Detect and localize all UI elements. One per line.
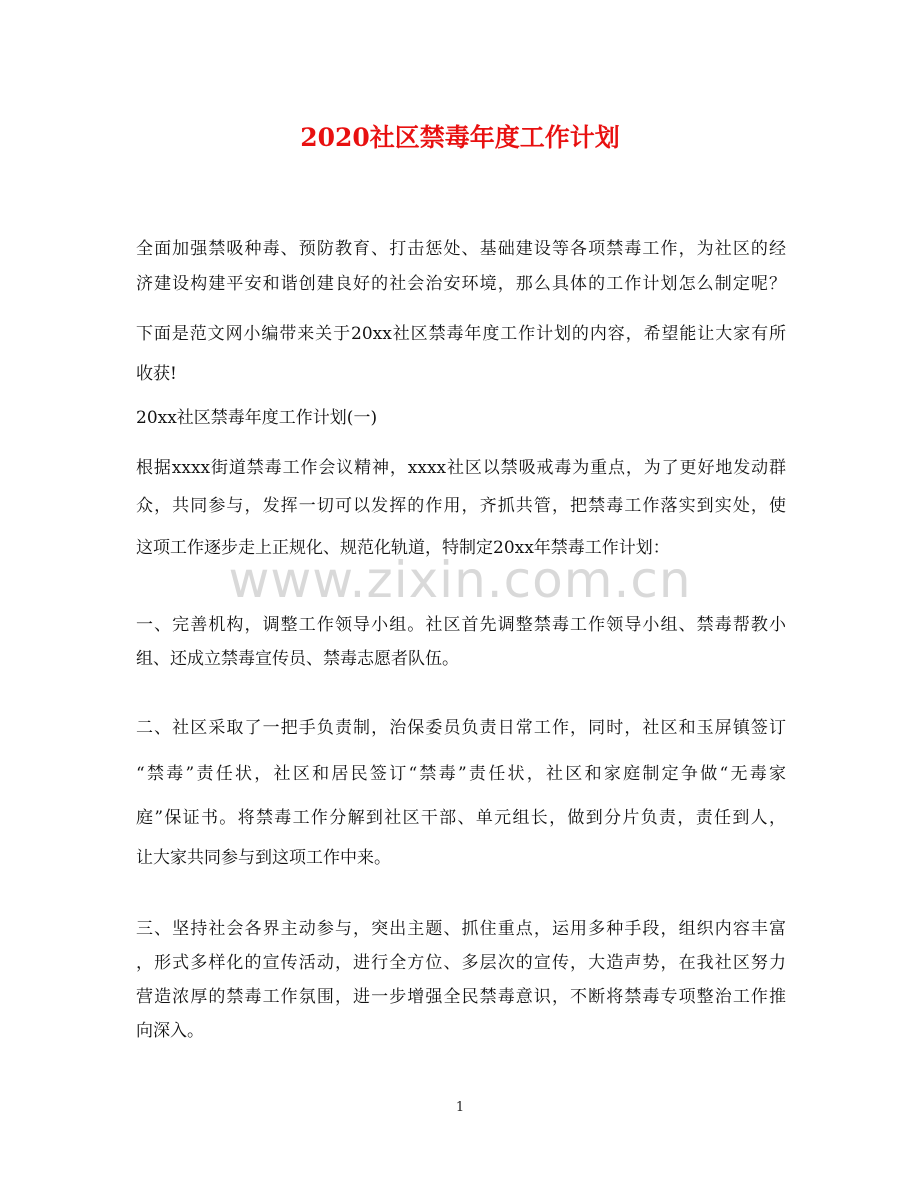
item-one-line: 一、完善机构，调整工作领导小组。社区首先调整禁毒工作领导小组、禁毒帮教小 bbox=[136, 615, 786, 635]
paragraph-line: 众，共同参与，发挥一切可以发挥的作用，齐抓共管，把禁毒工作落实到实处，使 bbox=[136, 496, 786, 516]
watermark: www.zixin.com.cn bbox=[228, 551, 692, 609]
item-two-line: 让大家共同参与到这项工作中来。 bbox=[136, 848, 391, 868]
page-number: 1 bbox=[455, 1100, 465, 1115]
item-three-line: 向深入。 bbox=[136, 1021, 204, 1041]
intro-line: 全面加强禁吸种毒、预防教育、打击惩处、基础建设等各项禁毒工作，为社区的经 bbox=[136, 239, 786, 259]
item-one-line: 组、还成立禁毒宣传员、禁毒志愿者队伍。 bbox=[136, 649, 459, 669]
item-two-line: 庭”保证书。将禁毒工作分解到社区干部、单元组长，做到分片负责，责任到人， bbox=[136, 808, 786, 828]
paragraph-line: 根据xxxx街道禁毒工作会议精神，xxxx社区以禁吸戒毒为重点，为了更好地发动群 bbox=[136, 458, 786, 478]
intro-line: 下面是范文网小编带来关于20xx社区禁毒年度工作计划的内容，希望能让大家有所 bbox=[136, 324, 786, 344]
item-three-line: 营造浓厚的禁毒工作氛围，进一步增强全民禁毒意识，不断将禁毒专项整治工作推 bbox=[136, 987, 786, 1007]
document-title: 2020社区禁毒年度工作计划 bbox=[300, 123, 620, 152]
item-three-line: 三、坚持社会各界主动参与，突出主题、抓住重点，运用多种手段，组织内容丰富 bbox=[136, 919, 786, 939]
item-two-line: “禁毒”责任状，社区和居民签订“禁毒”责任状，社区和家庭制定争做“无毒家 bbox=[136, 764, 786, 784]
item-three-line: ，形式多样化的宣传活动，进行全方位、多层次的宣传，大造声势，在我社区努力 bbox=[136, 953, 786, 973]
section-heading: 20xx社区禁毒年度工作计划(一) bbox=[136, 408, 378, 428]
paragraph-line: 这项工作逐步走上正规化、规范化轨道，特制定20xx年禁毒工作计划： bbox=[136, 538, 670, 558]
intro-line: 收获! bbox=[136, 364, 177, 384]
item-two-line: 二、社区采取了一把手负责制，治保委员负责日常工作，同时，社区和玉屏镇签订 bbox=[136, 718, 786, 738]
intro-line: 济建设构建平安和谐创建良好的社会治安环境，那么具体的工作计划怎么制定呢？ bbox=[136, 274, 786, 294]
